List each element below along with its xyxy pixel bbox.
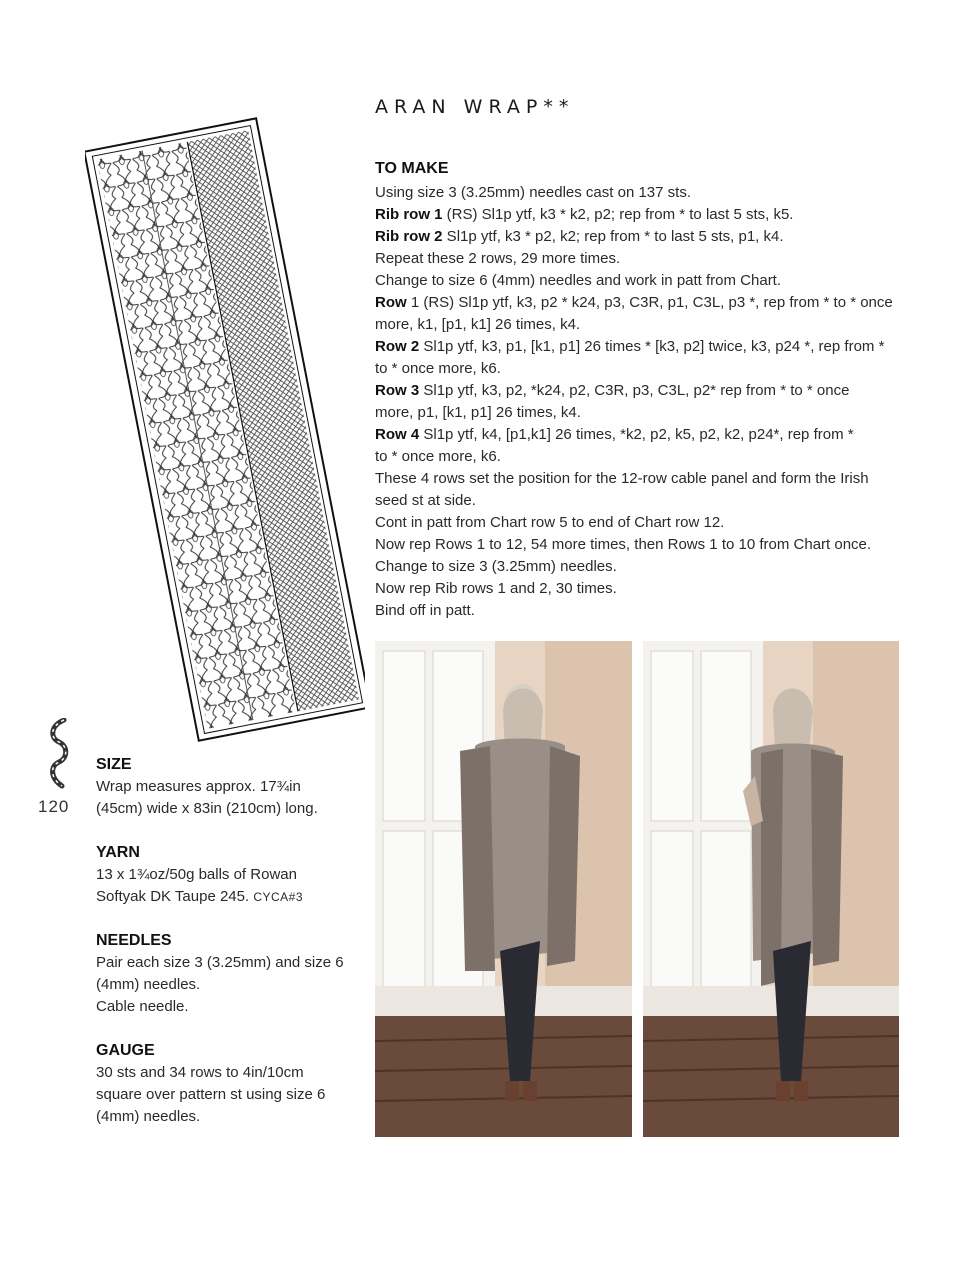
instruction-line: Cont in patt from Chart row 5 to end of Chart row 12. [375, 514, 725, 531]
needles-line: (4mm) needles. [96, 976, 201, 993]
model-photo-right [643, 641, 899, 1137]
yarn-section [96, 842, 366, 908]
needles-heading: NEEDLES [96, 932, 172, 949]
instruction-line: Row 4 Sl1p ytf, k4, [p1,k1] 26 times, *k2, p2, k5, p2, k2, p24*, rep from * [375, 426, 854, 443]
instruction-line: Row 3 Sl1p ytf, k3, p2, *k24, p2, C3R, p3, C3L, p2* rep from * to * once [375, 382, 850, 399]
instruction-line: Row 2 Sl1p ytf, k3, p1, [k1, p1] 26 times * [k3, p2] twice, k3, p24 *, rep from * [375, 338, 885, 355]
cable-motif-icon [46, 718, 72, 790]
page-number: 120 [38, 797, 70, 816]
instruction-line: These 4 rows set the position for the 12-row cable panel and form the Irish [375, 470, 869, 487]
to-make-heading: TO MAKE [375, 160, 449, 177]
cyca-label: CYCA#3 [253, 890, 304, 904]
needles-line: Pair each size 3 (3.25mm) and size 6 [96, 954, 344, 971]
instruction-line: more, p1, [k1, p1] 26 times, k4. [375, 404, 581, 421]
instruction-line: Repeat these 2 rows, 29 more times. [375, 250, 621, 267]
gauge-line: (4mm) needles. [96, 1108, 201, 1125]
gauge-line: square over pattern st using size 6 [96, 1086, 326, 1103]
size-section [96, 754, 366, 820]
needles-line: Cable needle. [96, 998, 189, 1015]
instruction-line: Now rep Rows 1 to 12, 54 more times, then Rows 1 to 10 from Chart once. [375, 536, 872, 553]
size-line: Wrap measures approx. 17¾in [96, 778, 301, 795]
instruction-line: more, k1, [p1, k1] 26 times, k4. [375, 316, 581, 333]
instruction-line: Using size 3 (3.25mm) needles cast on 137 sts. [375, 184, 691, 201]
instruction-line: Rib row 2 Sl1p ytf, k3 * p2, k2; rep from * to last 5 sts, p1, k4. [375, 228, 784, 245]
instruction-line: seed st at side. [375, 492, 476, 509]
page-title: ARAN WRAP** [375, 96, 575, 118]
size-heading: SIZE [96, 756, 132, 773]
yarn-line: Softyak DK Taupe 245. CYCA#3 [96, 888, 304, 905]
to-make-section [375, 158, 935, 622]
gauge-heading: GAUGE [96, 1042, 155, 1059]
instruction-line: Change to size 6 (4mm) needles and work in patt from Chart. [375, 272, 782, 289]
gauge-line: 30 sts and 34 rows to 4in/10cm [96, 1064, 304, 1081]
needles-section [96, 930, 366, 1018]
size-line: (45cm) wide x 83in (210cm) long. [96, 800, 318, 817]
instruction-line: Bind off in patt. [375, 602, 475, 619]
instruction-line: Row 1 (RS) Sl1p ytf, k3, p2 * k24, p3, C3R, p1, C3L, p3 *, rep from * to * once [375, 294, 893, 311]
instruction-line: to * once more, k6. [375, 360, 501, 377]
yarn-line: 13 x 1¾oz/50g balls of Rowan [96, 866, 297, 883]
model-photo-left [375, 641, 632, 1137]
instruction-line: Change to size 3 (3.25mm) needles. [375, 558, 617, 575]
wrap-sketch-illustration [85, 110, 365, 750]
instruction-line: to * once more, k6. [375, 448, 501, 465]
yarn-heading: YARN [96, 844, 140, 861]
instruction-line: Rib row 1 (RS) Sl1p ytf, k3 * k2, p2; rep from * to last 5 sts, k5. [375, 206, 794, 223]
gauge-section [96, 1040, 366, 1128]
instruction-line: Now rep Rib rows 1 and 2, 30 times. [375, 580, 617, 597]
